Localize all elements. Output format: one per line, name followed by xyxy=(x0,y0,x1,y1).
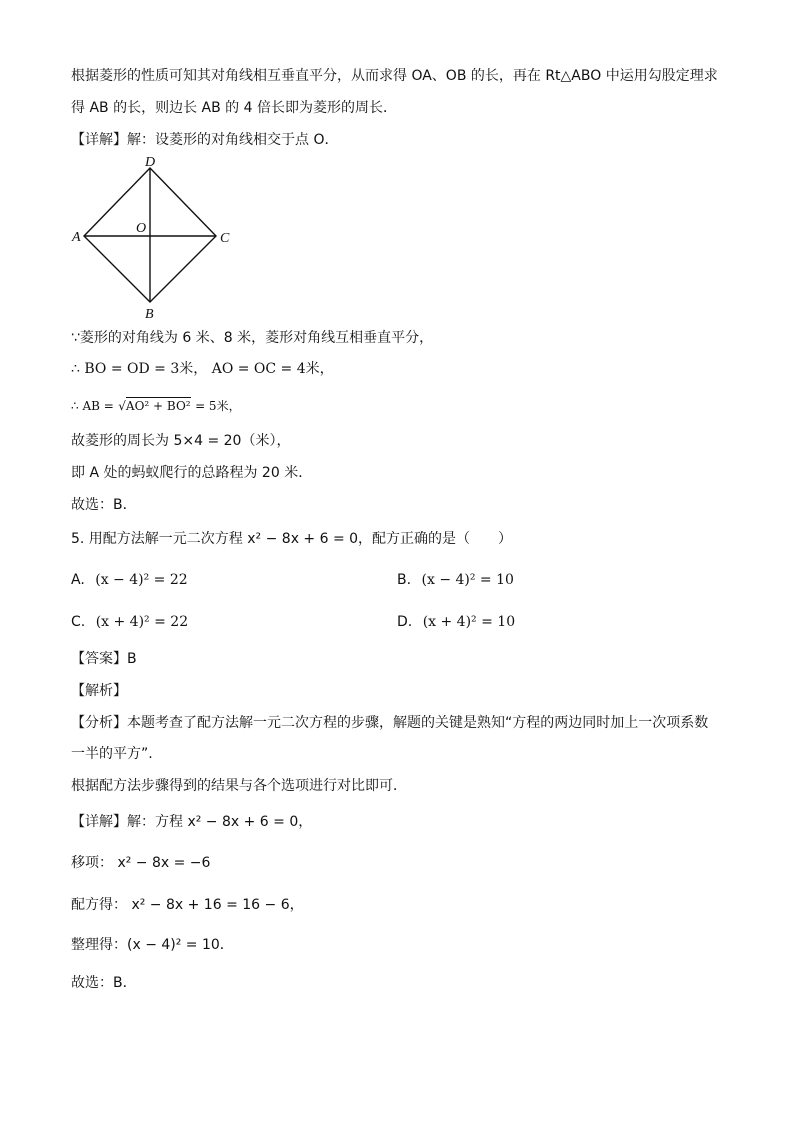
intro-line-2: 得 AB 的长，则边长 AB 的 4 倍长即为菱形的周长． xyxy=(71,100,397,116)
therefore-ab: ∴ AB = xyxy=(71,399,114,413)
label-b: B xyxy=(145,307,154,322)
option-b-letter: B. xyxy=(397,572,412,588)
answer: 【答案】B xyxy=(71,651,137,667)
label-c: C xyxy=(220,231,230,246)
step-therefore-2: ∴ AB = √AO² + BO² = 5米， xyxy=(71,399,241,413)
step-perimeter: 故菱形的周长为 5×4 = 20（米）， xyxy=(71,433,291,449)
analysis-line-2: 一半的平方”. xyxy=(71,746,153,762)
option-b xyxy=(397,569,514,591)
option-d-letter: D. xyxy=(397,614,413,630)
step-move: 移项： x² − 8x = −6 xyxy=(71,855,211,871)
option-c-letter: C. xyxy=(71,614,86,630)
step-therefore-1: ∴ BO = OD = 3米， AO = OC = 4米， xyxy=(71,361,334,377)
step-because: ∵菱形的对角线为 6 米、8 米，菱形对角线互相垂直平分， xyxy=(71,330,434,346)
intro-line-1: 根据菱形的性质可知其对角线相互垂直平分，从而求得 OA、OB 的长，再在 Rt△ABO 中运用勾股定理求 xyxy=(71,68,718,84)
step-choice-2: 故选：B． xyxy=(71,975,137,991)
analysis-header: 【解析】 xyxy=(71,683,127,699)
label-a: A xyxy=(72,230,81,245)
option-c-expr: (x + 4)² = 22 xyxy=(95,614,189,630)
analysis-line-3: 根据配方法步骤得到的结果与各个选项进行对比即可． xyxy=(71,778,407,794)
step-choice-1: 故选：B． xyxy=(71,497,137,513)
analysis-line-1: 【分析】本题考查了配方法解一元二次方程的步骤，解题的关键是熟知“方程的两边同时加上一次项系数 xyxy=(71,715,709,731)
option-c xyxy=(71,611,188,633)
label-o: O xyxy=(136,221,147,236)
label-d: D xyxy=(145,155,156,170)
detail-heading-1: 【详解】解：设菱形的对角线相交于点 O． xyxy=(71,132,339,148)
sqrt-radicand: AO² + BO² xyxy=(125,399,191,413)
therefore-result: = 5米， xyxy=(195,399,241,413)
question-stem: 5. 用配方法解一元二次方程 x² − 8x + 6 = 0，配方正确的是（ ） xyxy=(71,531,513,547)
step-simplify: 整理得：(x − 4)² = 10． xyxy=(71,937,234,953)
option-a xyxy=(71,569,188,591)
rhombus-figure xyxy=(70,152,240,324)
step-total: 即 A 处的蚂蚁爬行的总路程为 20 米． xyxy=(71,465,313,481)
option-b-expr: (x − 4)² = 10 xyxy=(421,572,514,588)
detail-heading-2: 【详解】解：方程 x² − 8x + 6 = 0， xyxy=(71,814,313,830)
option-a-expr: (x − 4)² = 22 xyxy=(95,572,188,588)
option-d xyxy=(397,611,515,633)
option-a-letter: A. xyxy=(71,572,85,588)
option-d-expr: (x + 4)² = 10 xyxy=(422,614,516,630)
step-complete: 配方得： x² − 8x + 16 = 16 − 6， xyxy=(71,897,304,913)
